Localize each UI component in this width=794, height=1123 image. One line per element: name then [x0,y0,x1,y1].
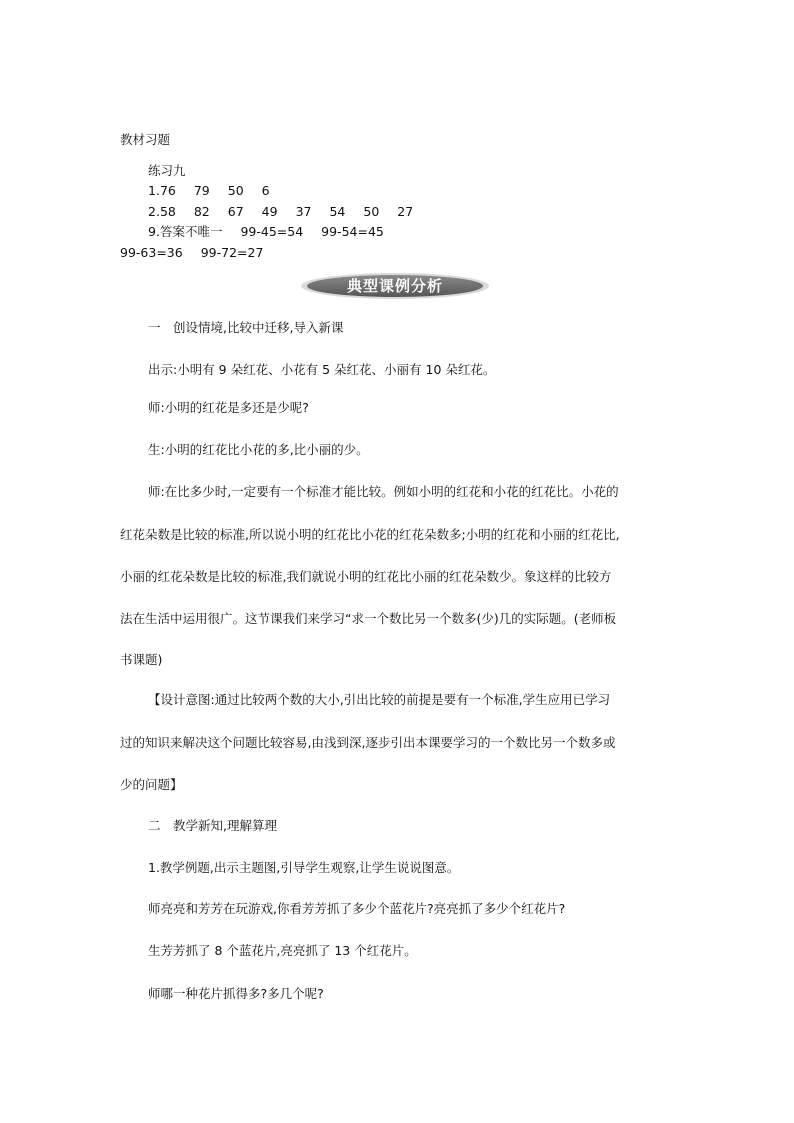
answer-value: 76 [159,183,176,198]
paragraph: 生:小明的红花比小花的多,比小丽的少。 [148,442,369,457]
answer-value: 82 [193,204,210,219]
answer-value: 49 [261,204,278,219]
banner-title: 典型课例分析 [346,277,443,295]
paragraph: 师:在比多少时,一定要有一个标准才能比较。例如小明的红花和小花的红花比。小花的 [148,484,619,499]
design-note: 过的知识来解决这个问题比较容易,由浅到深,逐步引出本课要学习的一个数比另一个数多或 [120,735,616,750]
answer-value: 27 [397,204,414,219]
answer-number: 9. [148,224,160,239]
answer-value: 99-45=54 [240,224,304,239]
paragraph: 法在生活中运用很广。这节课我们来学习“求一个数比另一个数多(少)几的实际题。(老师板 [120,611,617,626]
answer-value: 50 [363,204,380,219]
answer-note: 答案不唯一 [159,224,223,239]
answer-value: 6 [261,183,270,198]
answer-number: 1. [148,183,160,198]
answer-line-3 [148,224,384,240]
paragraph: 生芳芳抓了 8 个蓝花片,亮亮抓了 13 个红花片。 [148,943,417,958]
paragraph: 师亮亮和芳芳在玩游戏,你看芳芳抓了多少个蓝花片?亮亮抓了多少个红花片? [148,901,566,916]
paragraph: 书课题) [120,652,163,667]
exercise-title: 练习九 [148,163,186,178]
paragraph: 红花朵数是比较的标准,所以说小明的红花比小花的红花朵数多;小明的红花和小丽的红花比, [120,527,620,542]
answer-value: 58 [159,204,176,219]
design-note: 少的问题】 [120,777,183,792]
answer-line-2 [148,204,413,220]
answer-value: 99-63=36 [120,245,183,260]
paragraph: 小丽的红花朵数是比较的标准,我们就说小明的红花比小丽的红花朵数少。象这样的比较方 [120,569,612,584]
answer-line-1 [148,183,270,199]
answer-value: 67 [227,204,244,219]
paragraph: 出示:小明有 9 朵红花、小花有 5 朵红花、小丽有 10 朵红花。 [148,362,496,377]
answers-heading: 教材习题 [120,132,171,147]
paragraph: 师哪一种花片抓得多?多几个呢? [148,986,324,1001]
section1-heading: 一 创设情境,比较中迁移,导入新课 [148,320,344,335]
design-note: 【设计意图:通过比较两个数的大小,引出比较的前提是要有一个标准,学生应用已学习 [148,692,611,707]
paragraph: 师:小明的红花是多还是少呢? [148,400,309,415]
answer-value: 99-54=45 [321,224,384,239]
answer-number: 2. [148,204,160,219]
section2-heading: 二 教学新知,理解算理 [148,818,277,833]
answer-value: 37 [295,204,312,219]
answer-line-4 [120,245,263,261]
answer-value: 99-72=27 [200,245,264,260]
answer-value: 50 [227,183,244,198]
section-banner [300,272,490,300]
paragraph: 1.教学例题,出示主题图,引导学生观察,让学生说说图意。 [148,860,460,875]
answer-value: 79 [193,183,210,198]
answer-value: 54 [329,204,346,219]
